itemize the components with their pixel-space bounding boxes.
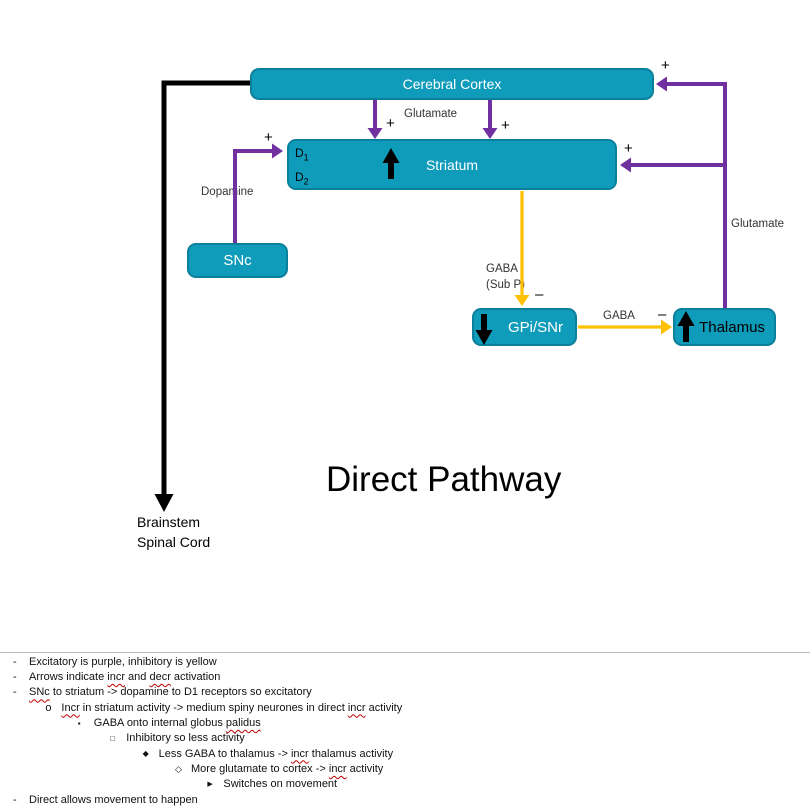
- minus-sign-striatum-gpi: –: [535, 286, 544, 303]
- bullet-glyph: -: [13, 686, 17, 699]
- bullet-glyph: o: [45, 701, 52, 714]
- page-title: Direct Pathway: [326, 460, 562, 499]
- box-cerebral-cortex: [250, 68, 654, 100]
- plus-sign-thalamus-cortex: +: [661, 57, 670, 74]
- d2-receptor-label: $D_2$: [295, 170, 309, 187]
- box-gpi-snr: [472, 308, 577, 346]
- note-item: [0, 746, 810, 761]
- bullet-glyph: -: [13, 671, 17, 684]
- note-text: Excitatory is purple, inhibitory is yellow: [29, 655, 217, 668]
- bullet-glyph: -: [13, 793, 17, 806]
- label-gaba-subp: [486, 262, 525, 293]
- note-text: Switches on movement: [223, 778, 338, 791]
- excitatory-arrow-thalamus-to-cortex: [667, 84, 725, 308]
- note-text: Less GABA to thalamus -> incr thalamus activity: [158, 747, 394, 760]
- note-item: [0, 731, 810, 746]
- bullet-glyph: □: [110, 733, 116, 743]
- label-brainstem: Brainstem: [137, 514, 201, 530]
- label-brainstem-spinal-cord: [137, 513, 210, 552]
- label-dopamine: Dopamine: [201, 186, 254, 198]
- plus-sign-cortex-striatum-left: +: [386, 115, 395, 132]
- bullet-glyph: -: [13, 655, 17, 668]
- label-gaba-subp-line1: GABA: [486, 263, 518, 275]
- note-item: [0, 777, 810, 792]
- note-item: [0, 761, 810, 776]
- bullet-glyph: ◆: [142, 749, 149, 759]
- box-striatum: [287, 139, 617, 190]
- bullet-glyph: ▪: [77, 718, 81, 728]
- plus-sign-thalamus-striatum: +: [624, 140, 633, 157]
- note-item: [0, 715, 810, 730]
- notes-divider: [0, 652, 810, 653]
- note-item: [0, 700, 810, 715]
- label-spinal-cord: Spinal Cord: [137, 533, 211, 550]
- note-text: More glutamate to cortex -> incr activity: [191, 763, 384, 776]
- label-glutamate-top: Glutamate: [404, 108, 458, 120]
- notes-list: [0, 654, 810, 807]
- note-item: [0, 792, 810, 807]
- label-gaba-subp-line2: (Sub P): [486, 278, 525, 291]
- note-item: [0, 669, 810, 684]
- thalamus-label: Thalamus: [699, 318, 765, 336]
- note-text: Incr in striatum activity -> medium spiny neurones in direct incr activity: [61, 701, 403, 714]
- note-item: [0, 654, 810, 669]
- gpi-snr-label: GPi/SNr: [507, 318, 563, 336]
- striatum-label: Striatum: [425, 156, 479, 173]
- plus-sign-snc-d1: +: [264, 129, 273, 146]
- d1-receptor-label: $D_1$: [295, 146, 309, 163]
- note-text: Direct allows movement to happen: [29, 793, 198, 806]
- note-text: SNc to striatum -> dopamine to D1 receptors so excitatory: [29, 686, 312, 699]
- label-gaba-horizontal: GABA: [603, 310, 635, 322]
- bullet-glyph: ◇: [175, 763, 182, 774]
- note-item: [0, 685, 810, 700]
- note-text: Inhibitory so less activity: [126, 732, 245, 745]
- box-thalamus: [673, 308, 776, 346]
- cortex-to-brainstem-arrow: [164, 83, 250, 494]
- plus-sign-cortex-striatum-right: +: [501, 117, 510, 134]
- note-text: GABA onto internal globus palidus: [93, 717, 261, 730]
- box-snc: [187, 243, 288, 278]
- cerebral-cortex-label: Cerebral Cortex: [402, 76, 502, 92]
- bullet-glyph: ▶: [207, 781, 213, 789]
- snc-label: SNc: [223, 252, 252, 269]
- note-text: Arrows indicate incr and decr activation: [29, 671, 221, 684]
- minus-sign-gpi-thalamus: –: [658, 306, 667, 323]
- label-glutamate-right: Glutamate: [731, 218, 785, 230]
